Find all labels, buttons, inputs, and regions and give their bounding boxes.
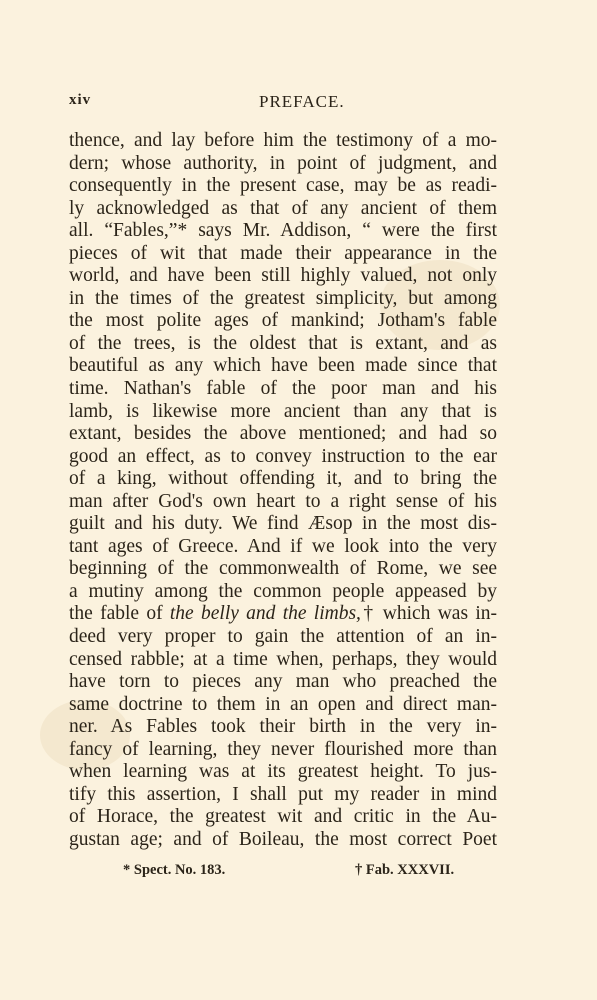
text-segment: the fable of: [69, 603, 170, 625]
text-line: ly acknowledged as that of any ancient of them: [69, 197, 497, 219]
text-line: in the times of the greatest simplicity, but among: [69, 287, 497, 309]
text-line: ner. As Fables took their birth in the very in-: [69, 716, 497, 738]
text-line: thence, and lay before him the testimony of a mo-: [69, 130, 497, 151]
text-line: of the trees, is the oldest that is extant, and as: [69, 332, 497, 354]
footnote-fable: † Fab. XXXVII.: [355, 862, 455, 878]
page-header: [69, 92, 497, 116]
text-line: extant, besides the above mentioned; and had so: [69, 423, 497, 445]
text-line: tify this assertion, I shall put my reader in mind: [69, 783, 497, 805]
text-line: time. Nathan's fable of the poor man and his: [69, 378, 497, 400]
text-line: of Horace, the greatest wit and critic in the Au-: [69, 806, 497, 828]
text-line: have torn to pieces any man who preached the: [69, 671, 497, 693]
text-segment: † which was in-: [360, 603, 497, 625]
text-line: of a king, without offending it, and to bring the: [69, 468, 497, 490]
footnote-spectator: * Spect. No. 183.: [123, 862, 226, 878]
text-line: all. “Fables,”* says Mr. Addison, “ were the first: [69, 220, 497, 242]
page-number: xiv: [69, 92, 92, 108]
text-line: gustan age; and of Boileau, the most correct Poet: [69, 828, 497, 850]
running-head: PREFACE.: [259, 92, 345, 111]
text-line: guilt and his duty. We find Æsop in the most dis-: [69, 513, 497, 535]
text-line: good an effect, as to convey instruction to the ear: [69, 445, 497, 467]
text-line: beautiful as any which have been made since that: [69, 355, 497, 377]
italic-title: the belly and the limbs,: [169, 603, 361, 625]
text-line: same doctrine to them in an open and direct man-: [69, 693, 497, 715]
text-line: consequently in the present case, may be as readi-: [69, 175, 497, 197]
text-line: pieces of wit that made their appearance in the: [69, 242, 497, 264]
text-line: world, and have been still highly valued, not only: [69, 265, 497, 287]
text-line: deed very proper to gain the attention of an in-: [69, 626, 497, 648]
text-line: tant ages of Greece. And if we look into the very: [69, 535, 497, 557]
text-line: when learning was at its greatest height. To jus-: [69, 761, 497, 783]
text-line: the most polite ages of mankind; Jotham's fable: [69, 310, 497, 332]
text-line: dern; whose authority, in point of judgment, and: [69, 152, 497, 174]
text-line: man after God's own heart to a right sense of his: [69, 490, 497, 512]
text-line: censed rabble; at a time when, perhaps, they would: [69, 648, 497, 670]
footnotes: [69, 862, 497, 884]
text-line: a mutiny among the common people appeased by: [69, 580, 497, 602]
text-line: [69, 603, 497, 626]
text-line: fancy of learning, they never flourished more than: [69, 738, 497, 760]
body-text: [69, 130, 497, 852]
text-line: lamb, is likewise more ancient than any that is: [69, 400, 497, 422]
text-line: beginning of the commonwealth of Rome, we see: [69, 558, 497, 580]
